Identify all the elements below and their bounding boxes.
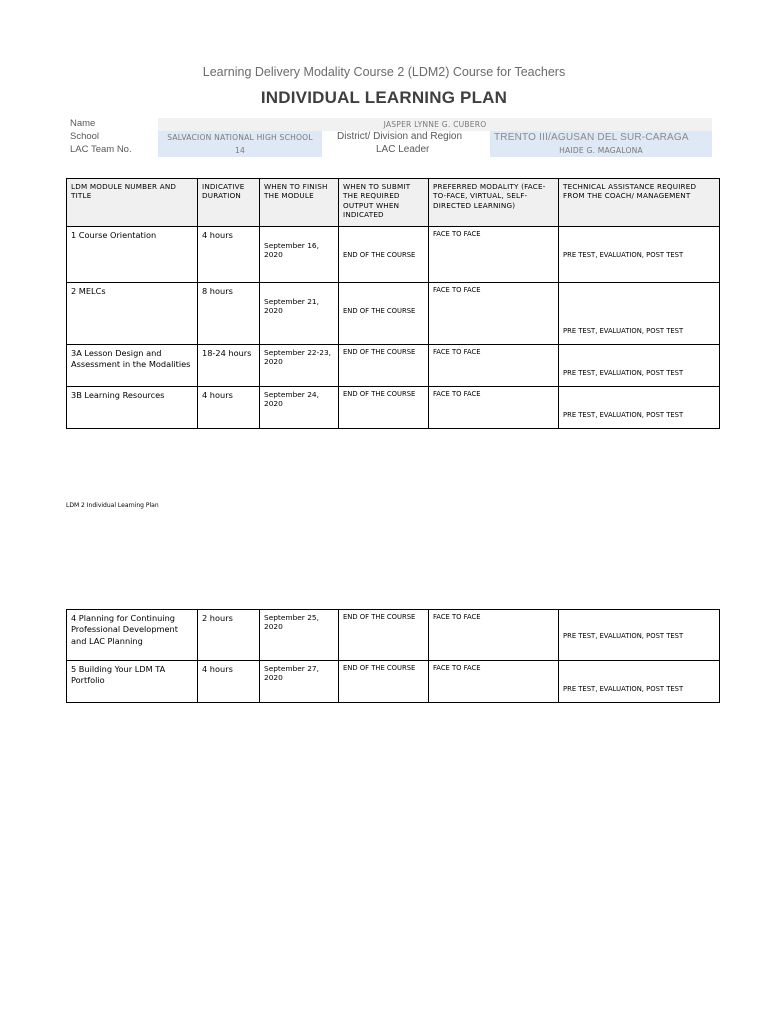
assistance-cell: PRE TEST, EVALUATION, POST TEST [559,387,720,429]
header-submit: WHEN TO SUBMIT THE REQUIRED OUTPUT WHEN INDICATED [339,179,429,227]
header-module: LDM MODULE NUMBER AND TITLE [67,179,198,227]
assistance-cell: PRE TEST, EVALUATION, POST TEST [559,610,720,661]
header-assistance: TECHNICAL ASSISTANCE REQUIRED FROM THE COACH/ MANAGEMENT [559,179,720,227]
modality-cell: FACE TO FACE [429,345,559,387]
table-header-row [67,179,720,227]
module-cell: 2 MELCs [67,283,198,345]
submit-cell: END OF THE COURSE [339,345,429,387]
info-row-school [70,131,712,144]
module-cell: 1 Course Orientation [67,227,198,283]
header-duration: INDICATIVE DURATION [198,179,260,227]
table-row [67,283,720,345]
finish-cell: September 21, 2020 [260,283,339,345]
assistance-cell: PRE TEST, EVALUATION, POST TEST [559,283,720,345]
lac-leader-value: HAIDE G. MAGALONA [490,144,712,157]
finish-cell: September 24, 2020 [260,387,339,429]
header-finish: WHEN TO FINISH THE MODULE [260,179,339,227]
info-row-lac [70,144,712,157]
table-row [67,610,720,661]
submit-cell: END OF THE COURSE [339,387,429,429]
duration-cell: 18-24 hours [198,345,260,387]
submit-cell: END OF THE COURSE [339,661,429,703]
table-row [67,661,720,703]
school-label: School [70,131,100,142]
duration-cell: 4 hours [198,227,260,283]
name-value: JASPER LYNNE G. CUBERO [158,118,712,131]
module-cell: 5 Building Your LDM TA Portfolio [67,661,198,703]
module-cell: 4 Planning for Continuing Professional Development and LAC Planning [67,610,198,661]
document-subtitle: Learning Delivery Modality Course 2 (LDM2) Course for Teachers [202,65,566,79]
submit-cell: END OF THE COURSE [339,227,429,283]
lac-leader-label: LAC Leader [376,144,430,155]
footer-note: LDM 2 Individual Learning Plan [66,502,159,509]
name-label: Name [70,118,96,129]
modality-cell: FACE TO FACE [429,227,559,283]
modality-cell: FACE TO FACE [429,387,559,429]
finish-cell: September 22-23, 2020 [260,345,339,387]
assistance-cell: PRE TEST, EVALUATION, POST TEST [559,227,720,283]
table-row [67,345,720,387]
modality-cell: FACE TO FACE [429,283,559,345]
duration-cell: 8 hours [198,283,260,345]
modality-cell: FACE TO FACE [429,610,559,661]
info-block [70,118,712,157]
assistance-cell: PRE TEST, EVALUATION, POST TEST [559,661,720,703]
school-value: SALVACION NATIONAL HIGH SCHOOL [158,131,322,144]
lac-team-value: 14 [158,144,322,157]
district-label: District/ Division and Region [337,131,463,142]
module-cell: 3B Learning Resources [67,387,198,429]
learning-plan-table-continued [66,609,720,703]
duration-cell: 4 hours [198,661,260,703]
duration-cell: 4 hours [198,387,260,429]
module-cell: 3A Lesson Design and Assessment in the Modalities [67,345,198,387]
finish-cell: September 25, 2020 [260,610,339,661]
duration-cell: 2 hours [198,610,260,661]
assistance-cell: PRE TEST, EVALUATION, POST TEST [559,345,720,387]
lac-team-label: LAC Team No. [70,144,132,155]
header-modality: PREFERRED MODALITY (FACE-TO-FACE, VIRTUAL, SELF-DIRECTED LEARNING) [429,179,559,227]
finish-cell: September 16, 2020 [260,227,339,283]
table-row [67,387,720,429]
info-row-name [70,118,712,131]
modality-cell: FACE TO FACE [429,661,559,703]
document-title: INDIVIDUAL LEARNING PLAN [260,88,508,107]
finish-cell: September 27, 2020 [260,661,339,703]
learning-plan-table [66,178,720,429]
district-value: TRENTO III/AGUSAN DEL SUR-CARAGA [490,131,712,144]
submit-cell: END OF THE COURSE [339,283,429,345]
submit-cell: END OF THE COURSE [339,610,429,661]
table-row [67,227,720,283]
